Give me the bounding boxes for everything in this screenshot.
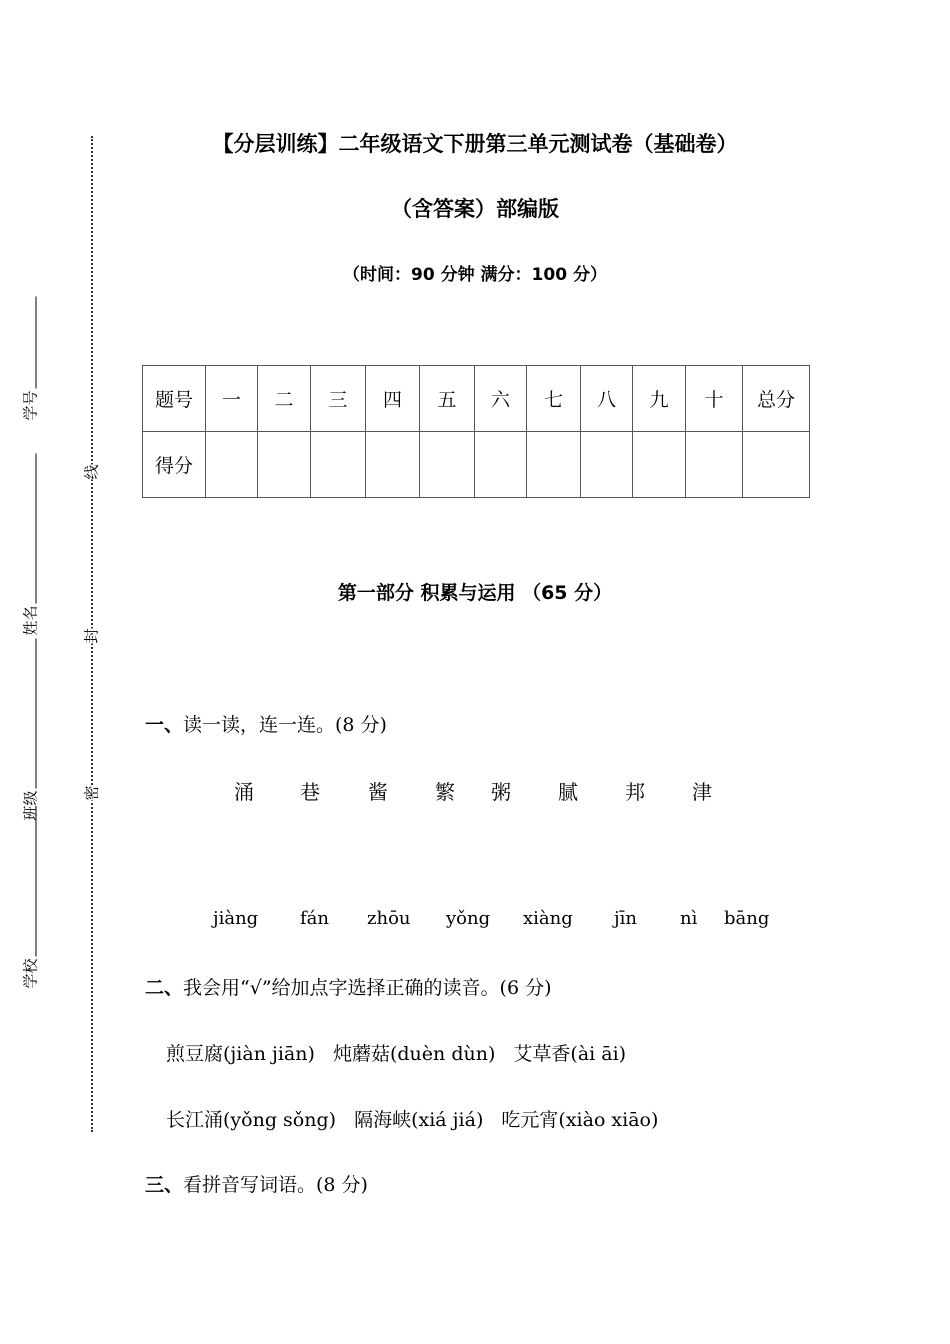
q1-pinyin[interactable]: xiàng xyxy=(523,908,573,929)
col-header-total: 总分 xyxy=(743,366,810,432)
q1-char[interactable]: 津 xyxy=(692,780,712,804)
q2-item[interactable]: 吃元宵(xiào xiāo) xyxy=(501,1109,659,1131)
cut-word-line: 线 xyxy=(82,464,101,480)
q1-number: 一、 xyxy=(145,714,184,736)
student-id-field xyxy=(20,296,41,420)
score-cell[interactable] xyxy=(366,432,420,498)
col-header-4: 四 xyxy=(366,366,420,432)
q2-item[interactable]: 长江涌(yǒng sǒng) xyxy=(166,1109,337,1131)
col-header-9: 九 xyxy=(633,366,686,432)
score-table-header-row xyxy=(143,366,810,432)
q1-heading xyxy=(145,710,387,737)
q2-row-2 xyxy=(166,1105,670,1132)
q1-text: 读一读，连一连。(8 分) xyxy=(183,714,387,736)
class-label: 班级 xyxy=(21,790,40,821)
score-table xyxy=(142,365,810,498)
q1-char[interactable]: 巷 xyxy=(300,780,320,804)
header-label-cell: 题号 xyxy=(143,366,206,432)
class-field xyxy=(20,638,41,820)
q1-pinyin[interactable]: jiàng xyxy=(213,908,259,929)
score-cell[interactable] xyxy=(686,432,743,498)
school-field xyxy=(20,806,41,988)
q1-char[interactable]: 涌 xyxy=(234,780,254,804)
cut-word-secret: 密 xyxy=(82,785,101,801)
q1-pinyin[interactable]: zhōu xyxy=(367,908,411,929)
exam-title: 【分层训练】二年级语文下册第三单元测试卷（基础卷） xyxy=(212,132,738,156)
col-header-8: 八 xyxy=(581,366,633,432)
score-cell[interactable] xyxy=(206,432,258,498)
col-header-7: 七 xyxy=(527,366,581,432)
student-id-blank[interactable] xyxy=(36,296,37,388)
q1-char[interactable]: 邦 xyxy=(625,780,645,804)
col-header-3: 三 xyxy=(311,366,366,432)
q1-char[interactable]: 腻 xyxy=(558,780,578,804)
q2-item[interactable]: 炖蘑菇(duèn dùn) xyxy=(332,1043,496,1065)
score-cell[interactable] xyxy=(475,432,527,498)
q2-number: 二、 xyxy=(145,977,184,999)
q2-item[interactable]: 艾草香(ài āi) xyxy=(513,1043,627,1065)
school-blank[interactable] xyxy=(36,806,37,956)
q3-heading xyxy=(145,1170,368,1197)
score-cell[interactable] xyxy=(258,432,311,498)
name-field xyxy=(20,453,41,635)
q2-text: 我会用“√”给加点字选择正确的读音。(6 分) xyxy=(183,977,552,999)
school-label: 学校 xyxy=(21,958,40,989)
part1-title: 第一部分 积累与运用 （65 分） xyxy=(337,582,613,604)
q1-char[interactable]: 粥 xyxy=(491,780,511,804)
col-header-1: 一 xyxy=(206,366,258,432)
q1-char[interactable]: 酱 xyxy=(368,780,388,804)
score-cell[interactable] xyxy=(581,432,633,498)
col-header-10: 十 xyxy=(686,366,743,432)
q1-char[interactable]: 繁 xyxy=(435,780,455,804)
exam-title-line2: （含答案）部编版 xyxy=(391,197,559,221)
q2-heading xyxy=(145,973,552,1000)
col-header-2: 二 xyxy=(258,366,311,432)
score-label-cell: 得分 xyxy=(143,432,206,498)
q3-text: 看拼音写词语。(8 分) xyxy=(183,1174,368,1196)
name-label: 姓名 xyxy=(21,605,40,636)
time-info: （时间：90 分钟 满分：100 分） xyxy=(343,265,607,285)
col-header-5: 五 xyxy=(420,366,475,432)
score-table-score-row xyxy=(143,432,810,498)
class-blank[interactable] xyxy=(36,638,37,788)
q1-pinyin[interactable]: jīn xyxy=(614,908,637,929)
q2-item[interactable]: 隔海峡(xiá jiá) xyxy=(354,1109,484,1131)
score-cell[interactable] xyxy=(420,432,475,498)
q1-pinyin[interactable]: yǒng xyxy=(446,908,491,929)
score-cell[interactable] xyxy=(527,432,581,498)
student-id-label: 学号 xyxy=(21,390,40,421)
q1-pinyin[interactable]: fán xyxy=(300,908,329,929)
cut-word-seal: 封 xyxy=(82,628,101,644)
score-cell[interactable] xyxy=(633,432,686,498)
col-header-6: 六 xyxy=(475,366,527,432)
score-cell-total[interactable] xyxy=(743,432,810,498)
q2-row-1 xyxy=(166,1039,638,1066)
q2-item[interactable]: 煎豆腐(jiàn jiān) xyxy=(166,1043,315,1065)
q3-number: 三、 xyxy=(145,1174,184,1196)
q1-pinyin[interactable]: nì xyxy=(680,908,698,929)
score-cell[interactable] xyxy=(311,432,366,498)
q1-pinyin[interactable]: bāng xyxy=(724,908,770,929)
